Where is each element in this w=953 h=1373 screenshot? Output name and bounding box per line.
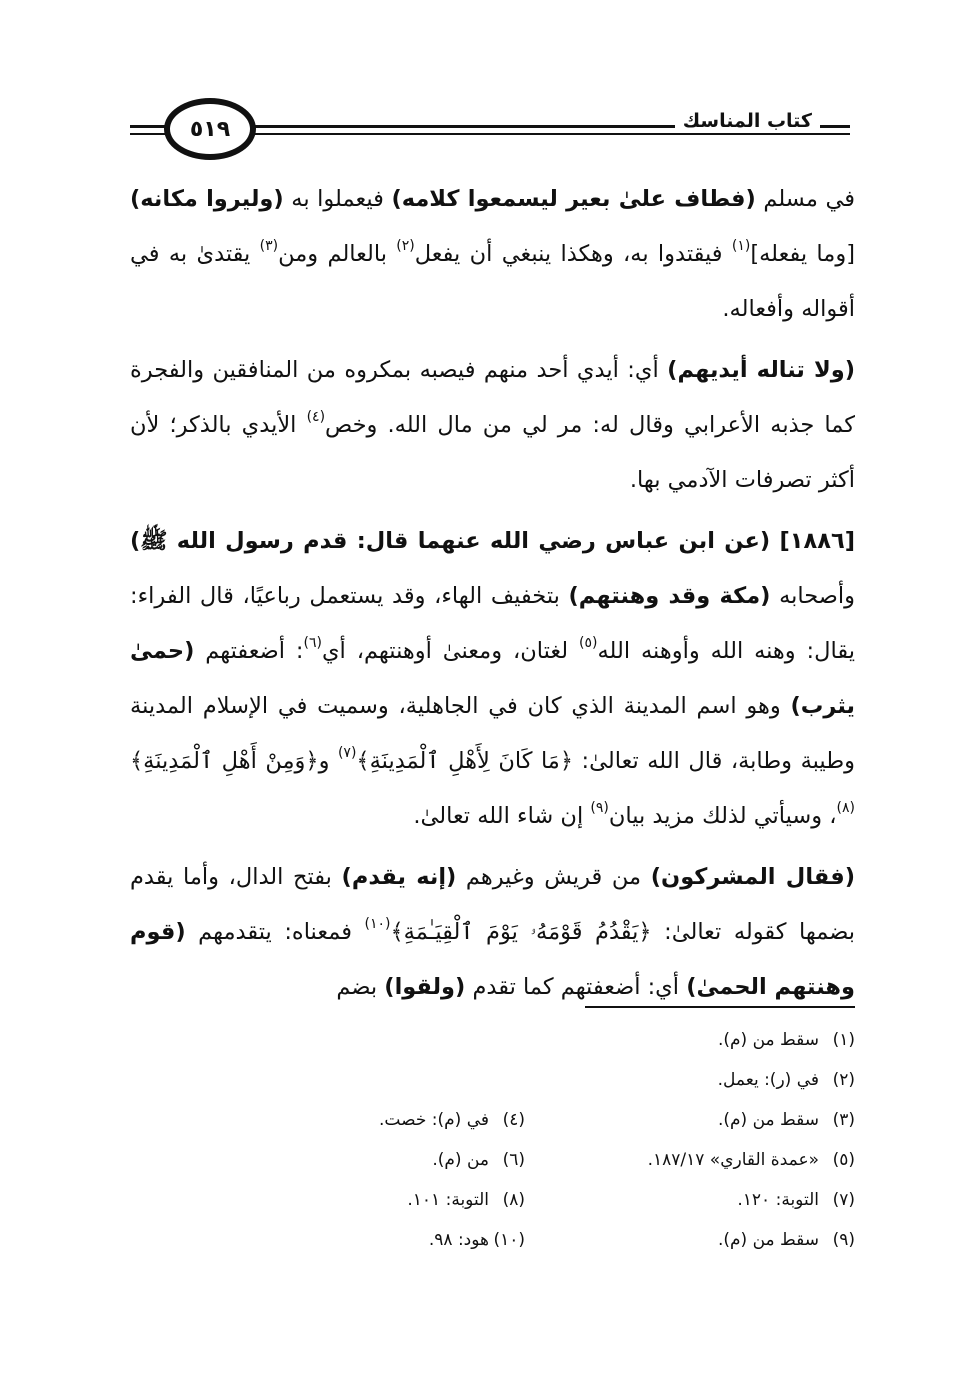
footnote-text: في (م): خصت. <box>379 1110 489 1130</box>
book-title: كتاب المناسك <box>675 110 820 132</box>
page-number-badge <box>164 98 256 160</box>
commentary-text: أي: أضعفتهم كما تقدم <box>465 974 687 1000</box>
footnote-row <box>130 1020 855 1060</box>
quoted-text: [١٨٨٦] (عن ابن عباس رضي الله عنهما قال: قدم رسول الله ﷺ) <box>130 528 855 554</box>
footnote-separator <box>585 1006 855 1008</box>
quoted-text: (فطاف علىٰ بعير ليسمعوا كلامه) <box>391 186 756 212</box>
commentary-text: : أضعفتهم <box>194 638 304 664</box>
commentary-text: [وما يفعله] <box>750 241 855 267</box>
paragraph <box>130 514 855 844</box>
footnote-ref: (٢) <box>396 237 415 254</box>
quoted-text: (مكة وقد وهنتهم) <box>568 583 771 609</box>
footnote-text: سقط من (م). <box>717 1110 819 1130</box>
footnote-text: سقط من (م). <box>717 1030 819 1050</box>
quoted-text: (فقال المشركون) <box>650 864 855 890</box>
commentary-text: يقتدىٰ به في أقواله وأفعاله. <box>130 241 855 322</box>
page-number: ٥١٩ <box>189 116 231 142</box>
footnote-ref: (٩) <box>590 799 609 816</box>
commentary-text: وأصحابه <box>770 583 855 609</box>
commentary-text: لغتان، ومعنىٰ أوهنتهم، أي <box>321 638 579 664</box>
footnote-ref: (٨) <box>836 799 855 816</box>
footnote-text: هود: ٩٨. <box>428 1230 489 1250</box>
footnote-text: «عمدة القاري» ١٨٧/١٧. <box>647 1150 819 1170</box>
footnote-text: سقط من (م). <box>717 1230 819 1250</box>
footnote-text: التوبة: ١٢٠. <box>737 1190 819 1210</box>
footnote-number: (٦) <box>502 1150 525 1170</box>
commentary-text: فمعناه: يتقدمهم <box>185 919 365 945</box>
commentary-text: في مسلم <box>755 186 855 212</box>
footnote-number: (٨) <box>502 1190 525 1210</box>
footnote <box>525 1230 855 1250</box>
quoted-text: (قوم وهنتهم الحمىٰ) <box>130 919 855 1000</box>
main-text <box>130 172 855 1021</box>
footnote-row <box>130 1140 855 1180</box>
footnote-ref: (٧) <box>337 744 357 761</box>
footnote <box>525 1150 855 1170</box>
commentary-text: إن شاء الله تعالىٰ. <box>413 803 591 829</box>
footnotes <box>130 1020 855 1260</box>
footnote-ref: (١) <box>731 237 751 254</box>
page-header <box>130 92 850 172</box>
commentary-text: بتخفيف الهاء، وقد يستعمل رباعيًا، قال الفراء: يقال: وهنه الله وأوهنه الله <box>130 583 855 664</box>
footnote-text: التوبة: ١٠١. <box>407 1190 489 1210</box>
footnote <box>525 1110 855 1130</box>
footnote-number: (٣) <box>832 1110 855 1130</box>
footnote-number: (١٠) <box>493 1230 525 1250</box>
footnote-text: من (م). <box>432 1150 489 1170</box>
footnote-row <box>130 1060 855 1100</box>
commentary-text: ، وسيأتي لذلك مزيد بيان <box>608 803 837 829</box>
footnote-row <box>130 1220 855 1260</box>
footnote <box>525 1190 855 1210</box>
commentary-text: وهو اسم المدينة الذي كان في الجاهلية، وسميت في الإسلام المدينة وطيبة وطابة، قال الله تعالىٰ: ﴿مَا كَانَ لِأَهْلِ ٱلْمَدِينَةِ﴾ <box>130 693 855 774</box>
footnote-ref: (١٠) <box>364 915 391 932</box>
commentary-text: بالعالم ومن <box>278 241 397 267</box>
footnote-ref: (٥) <box>579 634 598 651</box>
footnote-number: (٩) <box>832 1230 855 1250</box>
footnote-number: (٧) <box>832 1190 855 1210</box>
quoted-text: (إنه يقدم) <box>341 864 457 890</box>
commentary-text: الأيدي بالذكر؛ لأن أكثر تصرفات الآدمي بها. <box>130 412 855 493</box>
footnote-ref: (٤) <box>306 408 326 425</box>
footnote <box>195 1150 525 1170</box>
paragraph <box>130 172 855 337</box>
footnote <box>525 1030 855 1050</box>
paragraph <box>130 343 855 508</box>
paragraph <box>130 850 855 1015</box>
quoted-text: (وليروا مكانه) <box>130 186 284 212</box>
quoted-text: (ولقوا) <box>384 974 466 1000</box>
footnote-number: (٢) <box>832 1070 855 1090</box>
footnote-number: (٤) <box>502 1110 525 1130</box>
footnote-number: (١) <box>832 1030 855 1050</box>
commentary-text: و﴿وَمِنْ أَهْلِ ٱلْمَدِينَةِ﴾ <box>130 748 338 774</box>
footnote-row <box>130 1100 855 1140</box>
commentary-text: بفتح الدال، وأما يقدم بضمها كقوله تعالىٰ: ﴿يَقْدُمُ قَوْمَهُۥ يَوْمَ ٱلْقِيَـٰمَةِ﴾ <box>130 864 855 945</box>
quoted-text: (ولا تناله أيديهم) <box>667 357 855 383</box>
commentary-text: فيقتدوا به، وهكذا ينبغي أن يفعل <box>414 241 732 267</box>
footnote-ref: (٣) <box>259 237 279 254</box>
commentary-text: من قريش وغيرهم <box>456 864 651 890</box>
footnote <box>195 1110 525 1130</box>
footnote <box>525 1070 855 1090</box>
commentary-text: أي: أيدي أحد منهم فيصبه بمكروه من المنافقين والفجرة كما جذبه الأعرابي وقال له: مر لي من مال الله. وخص <box>130 357 856 438</box>
footnote-ref: (٦) <box>303 634 322 651</box>
footnote <box>195 1190 525 1210</box>
footnote-number: (٥) <box>832 1150 855 1170</box>
footnote-row <box>130 1180 855 1220</box>
footnote-text: في (ر): يعمل. <box>717 1070 819 1090</box>
quoted-text: (حمىٰ يثرب) <box>130 638 855 719</box>
commentary-text: بضم <box>336 974 385 1000</box>
commentary-text: فيعملوا به <box>283 186 392 212</box>
footnote <box>195 1230 525 1250</box>
